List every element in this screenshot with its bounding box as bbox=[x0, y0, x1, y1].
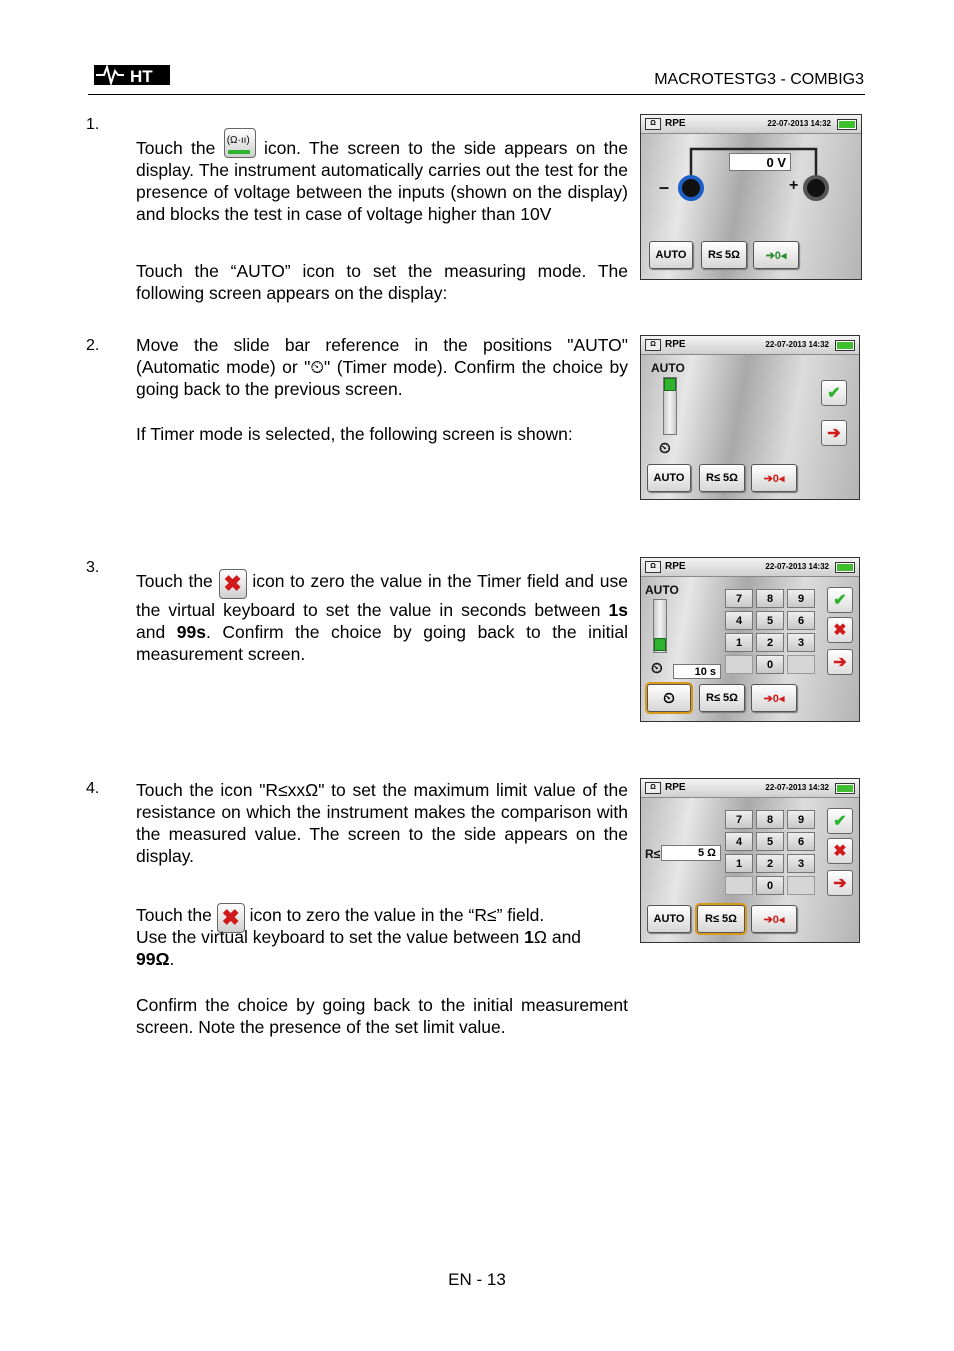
plus-sign: + bbox=[789, 177, 799, 194]
cancel-icon[interactable]: ✖ bbox=[827, 617, 853, 643]
timer-icon: ⏲ bbox=[659, 440, 671, 457]
step-3-paragraph bbox=[136, 569, 628, 665]
text: " (Timer mode). Confirm the choice by going back to the previous screen. bbox=[136, 357, 628, 399]
limit-button[interactable]: R≤ 5Ω bbox=[697, 905, 745, 933]
ohm-test-icon: (Ω·ıı) bbox=[224, 128, 256, 158]
bold-text: 99s bbox=[176, 622, 206, 642]
ohm-icon: Ω bbox=[645, 561, 661, 573]
step-2-paragraph-2: If Timer mode is selected, the following screen is shown: bbox=[136, 424, 573, 444]
header-rule bbox=[88, 94, 865, 95]
text: . bbox=[169, 949, 175, 969]
text: Touch the bbox=[136, 138, 216, 158]
keypad-key-blank bbox=[787, 876, 815, 895]
timer-button[interactable]: ⏲ bbox=[647, 684, 691, 712]
status-bar bbox=[641, 558, 859, 577]
exit-icon[interactable]: ➔ bbox=[827, 870, 853, 896]
limit-field[interactable]: 5 Ω bbox=[661, 845, 721, 861]
step-4-paragraph: Touch the icon "R≤xxΩ" to set the maximum limit value of the resistance on which the instrument makes the comparison with the measured value. The screen to the side appears on the display. bbox=[136, 780, 628, 866]
ohm-icon: Ω bbox=[645, 118, 661, 130]
limit-button[interactable]: R≤ 5Ω bbox=[699, 464, 745, 492]
screen-mode-select bbox=[640, 335, 860, 500]
keypad-key[interactable]: 4 bbox=[725, 611, 753, 630]
voltage-field: 0 V bbox=[729, 153, 791, 171]
screen-timer-keypad bbox=[640, 557, 860, 722]
keypad-key[interactable]: 7 bbox=[725, 810, 753, 829]
battery-icon bbox=[837, 119, 857, 130]
ohm-icon: Ω bbox=[645, 782, 661, 794]
text: Ω bbox=[533, 927, 547, 947]
screen-rpe-voltage bbox=[640, 114, 862, 280]
keypad-key[interactable]: 6 bbox=[787, 832, 815, 851]
text: and bbox=[136, 622, 177, 642]
timer-field[interactable]: 10 s bbox=[673, 664, 721, 679]
keypad-key-blank bbox=[725, 655, 753, 674]
keypad-key[interactable]: 1 bbox=[725, 633, 753, 652]
text: icon to zero the value in the Timer field and use the virtual keyboard to set the value in seconds between bbox=[136, 571, 629, 620]
screen-title: RPE bbox=[665, 339, 686, 350]
exit-icon[interactable]: ➔ bbox=[827, 649, 853, 675]
ht-logo bbox=[94, 62, 174, 88]
cancel-icon bbox=[219, 569, 247, 599]
bold-text: 99Ω bbox=[136, 949, 170, 969]
keypad-key[interactable]: 5 bbox=[756, 611, 784, 630]
battery-icon bbox=[835, 783, 855, 794]
keypad-key[interactable]: 5 bbox=[756, 832, 784, 851]
confirm-icon[interactable]: ✔ bbox=[827, 587, 853, 613]
datetime: 22-07-2013 14:32 bbox=[765, 340, 829, 349]
text: Touch the bbox=[136, 905, 212, 925]
step-number: 3. bbox=[86, 559, 100, 576]
status-bar bbox=[641, 115, 861, 134]
circuit-diagram bbox=[641, 133, 861, 243]
auto-button[interactable]: AUTO bbox=[647, 905, 691, 933]
step-1-paragraph-2: Touch the “AUTO” icon to set the measuring mode. The following screen appears on the display: bbox=[136, 261, 628, 303]
confirm-icon[interactable]: ✔ bbox=[827, 808, 853, 834]
zero-button[interactable]: ➔0◂ bbox=[751, 905, 797, 933]
mode-label: AUTO bbox=[645, 583, 679, 597]
keypad-key[interactable]: 6 bbox=[787, 611, 815, 630]
page-number: EN - 13 bbox=[448, 1270, 506, 1289]
limit-button[interactable]: R≤ 5Ω bbox=[699, 684, 745, 712]
keypad-key[interactable]: 3 bbox=[787, 633, 815, 652]
bold-text: 1 bbox=[524, 927, 534, 947]
keypad-key[interactable]: 0 bbox=[756, 655, 784, 674]
zero-button[interactable]: ➔0◂ bbox=[751, 464, 797, 492]
cancel-icon[interactable]: ✖ bbox=[827, 838, 853, 864]
slider-knob[interactable] bbox=[664, 378, 676, 391]
limit-button[interactable]: R≤ 5Ω bbox=[701, 241, 747, 269]
keypad-key-blank bbox=[787, 655, 815, 674]
text: Use the virtual keyboard to set the value between bbox=[136, 927, 525, 947]
screen-limit-keypad bbox=[640, 778, 860, 943]
screen-title: RPE bbox=[665, 118, 686, 129]
battery-icon bbox=[835, 340, 855, 351]
exit-icon[interactable]: ➔ bbox=[821, 420, 847, 446]
mode-slider[interactable] bbox=[653, 599, 667, 653]
svg-text:HT: HT bbox=[130, 67, 153, 86]
keypad-key[interactable]: 8 bbox=[756, 810, 784, 829]
zero-button[interactable]: ➔0◂ bbox=[753, 241, 799, 269]
document-title: MACROTESTG3 - COMBIG3 bbox=[654, 71, 864, 88]
datetime: 22-07-2013 14:32 bbox=[765, 783, 829, 792]
zero-button[interactable]: ➔0◂ bbox=[751, 684, 797, 712]
ohm-icon: Ω bbox=[645, 339, 661, 351]
text: Touch the bbox=[136, 571, 213, 591]
keypad-key[interactable]: 9 bbox=[787, 589, 815, 608]
cancel-glyph: ✖ bbox=[221, 905, 240, 930]
text: . Confirm the choice by going back to the initial measurement screen. bbox=[136, 622, 628, 664]
bold-text: 1s bbox=[608, 600, 628, 620]
step-number: 2. bbox=[86, 337, 100, 354]
virtual-keypad bbox=[725, 589, 815, 674]
keypad-key[interactable]: 1 bbox=[725, 854, 753, 873]
status-bar bbox=[641, 779, 859, 798]
datetime: 22-07-2013 14:32 bbox=[767, 119, 831, 128]
cancel-glyph: ✖ bbox=[223, 571, 242, 596]
battery-icon bbox=[835, 562, 855, 573]
keypad-key[interactable]: 8 bbox=[756, 589, 784, 608]
slider-knob[interactable] bbox=[654, 638, 666, 651]
step-4-paragraph-4: Confirm the choice by going back to the initial measurement screen. Note the presence of the set limit value. bbox=[136, 995, 628, 1037]
auto-button[interactable]: AUTO bbox=[649, 241, 693, 269]
text: icon to zero the value in the “R≤” field. bbox=[244, 905, 545, 925]
text: and bbox=[546, 927, 582, 947]
text: Move the slide bar reference in the positions "AUTO" (Automatic mode) or " bbox=[136, 335, 628, 377]
auto-button[interactable]: AUTO bbox=[647, 464, 691, 492]
datetime: 22-07-2013 14:32 bbox=[765, 562, 829, 571]
keypad-key[interactable]: 2 bbox=[756, 854, 784, 873]
step-number: 1. bbox=[86, 116, 100, 133]
virtual-keypad bbox=[725, 810, 815, 895]
screen-title: RPE bbox=[665, 782, 686, 793]
screen-title: RPE bbox=[665, 561, 686, 572]
status-bar bbox=[641, 336, 859, 355]
step-1-paragraph bbox=[136, 128, 628, 225]
keypad-key[interactable]: 9 bbox=[787, 810, 815, 829]
mode-slider[interactable] bbox=[663, 377, 677, 435]
minus-sign: – bbox=[659, 177, 670, 197]
keypad-key[interactable]: 4 bbox=[725, 832, 753, 851]
step-4-paragraph-3 bbox=[136, 926, 628, 970]
confirm-icon[interactable]: ✔ bbox=[821, 380, 847, 406]
step-number: 4. bbox=[86, 780, 100, 797]
keypad-key[interactable]: 7 bbox=[725, 589, 753, 608]
limit-label: R≤ bbox=[645, 847, 661, 861]
step-2-paragraph bbox=[136, 334, 628, 400]
keypad-key-blank bbox=[725, 876, 753, 895]
timer-icon: ⏲ bbox=[651, 660, 663, 677]
mode-label: AUTO bbox=[651, 361, 685, 375]
text: icon. The screen to the side appears on the display. The instrument automatically carries out the test for the presence of voltage between the inputs (shown on the display) and blocks the test in case of voltage higher than 10V bbox=[136, 138, 628, 224]
keypad-key[interactable]: 0 bbox=[756, 876, 784, 895]
keypad-key[interactable]: 3 bbox=[787, 854, 815, 873]
timer-icon: ⏲ bbox=[310, 357, 325, 377]
keypad-key[interactable]: 2 bbox=[756, 633, 784, 652]
